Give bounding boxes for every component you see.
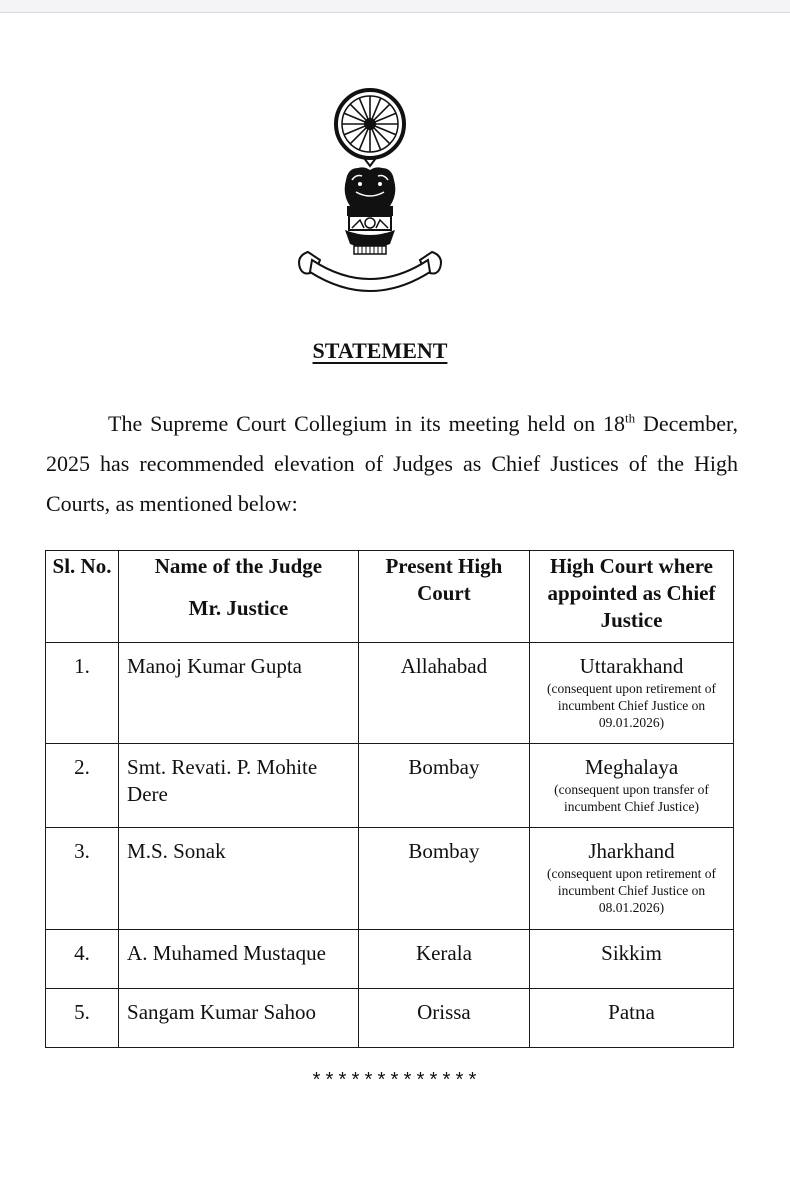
end-of-document-stars: *************	[310, 1071, 480, 1094]
emblem-icon	[290, 84, 450, 299]
row-present-court: Orissa	[358, 989, 529, 1048]
header-name-label: Name of the Judge	[154, 554, 323, 578]
header-appointed-court: High Court where appointed as Chief Justice	[529, 551, 733, 643]
table-row	[46, 930, 734, 989]
statement-heading	[0, 338, 760, 364]
table-row	[46, 744, 734, 828]
row-present-court: Bombay	[358, 828, 529, 930]
paragraph-superscript: th	[624, 410, 636, 426]
appointment-note: (consequent upon retirement of incumbent Chief Justice on 09.01.2026)	[546, 681, 717, 730]
paragraph-text-end: December, 2025 has recommended elevation of Judges as Chief Justices of the High Courts, as mentioned below:	[46, 411, 738, 516]
row-judge-name: A. Muhamed Mustaque	[119, 930, 359, 989]
appointment-note: (consequent upon transfer of incumbent Chief Justice)	[554, 782, 709, 814]
appointment-note: (consequent upon retirement of incumbent Chief Justice on 08.01.2026)	[546, 866, 717, 915]
row-appointed-court	[529, 643, 733, 744]
header-present-court: Present High Court	[358, 551, 529, 643]
table-row	[46, 828, 734, 930]
row-present-court: Kerala	[358, 930, 529, 989]
row-appointed-court: Sikkim	[529, 930, 733, 989]
viewer-top-bar	[0, 0, 790, 13]
row-appointed-court	[529, 828, 733, 930]
row-sl: 1.	[46, 643, 119, 744]
judges-table	[45, 550, 734, 1048]
row-present-court: Allahabad	[358, 643, 529, 744]
row-appointed-court	[529, 744, 733, 828]
row-sl: 3.	[46, 828, 119, 930]
supreme-court-emblem	[290, 84, 450, 299]
row-judge-name: Manoj Kumar Gupta	[119, 643, 359, 744]
table-row	[46, 643, 734, 744]
table-row	[46, 989, 734, 1048]
row-judge-name: Sangam Kumar Sahoo	[119, 989, 359, 1048]
appointed-court-name: Jharkhand	[588, 839, 675, 863]
header-sl-no: Sl. No.	[46, 551, 119, 643]
row-present-court: Bombay	[358, 744, 529, 828]
row-sl: 2.	[46, 744, 119, 828]
header-judge-name	[119, 551, 359, 643]
row-appointed-court: Patna	[529, 989, 733, 1048]
appointed-court-name: Meghalaya	[584, 755, 679, 779]
row-sl: 5.	[46, 989, 119, 1048]
paragraph-text-start: The Supreme Court Collegium in its meeting held on 18	[108, 411, 625, 436]
header-name-sub: Mr. Justice	[188, 596, 289, 620]
statement-paragraph	[46, 404, 738, 524]
appointed-court-name: Uttarakhand	[579, 654, 684, 678]
statement-title: STATEMENT	[312, 338, 448, 363]
table-header-row	[46, 551, 734, 643]
row-sl: 4.	[46, 930, 119, 989]
row-judge-name: Smt. Revati. P. Mohite Dere	[119, 744, 359, 828]
row-judge-name: M.S. Sonak	[119, 828, 359, 930]
